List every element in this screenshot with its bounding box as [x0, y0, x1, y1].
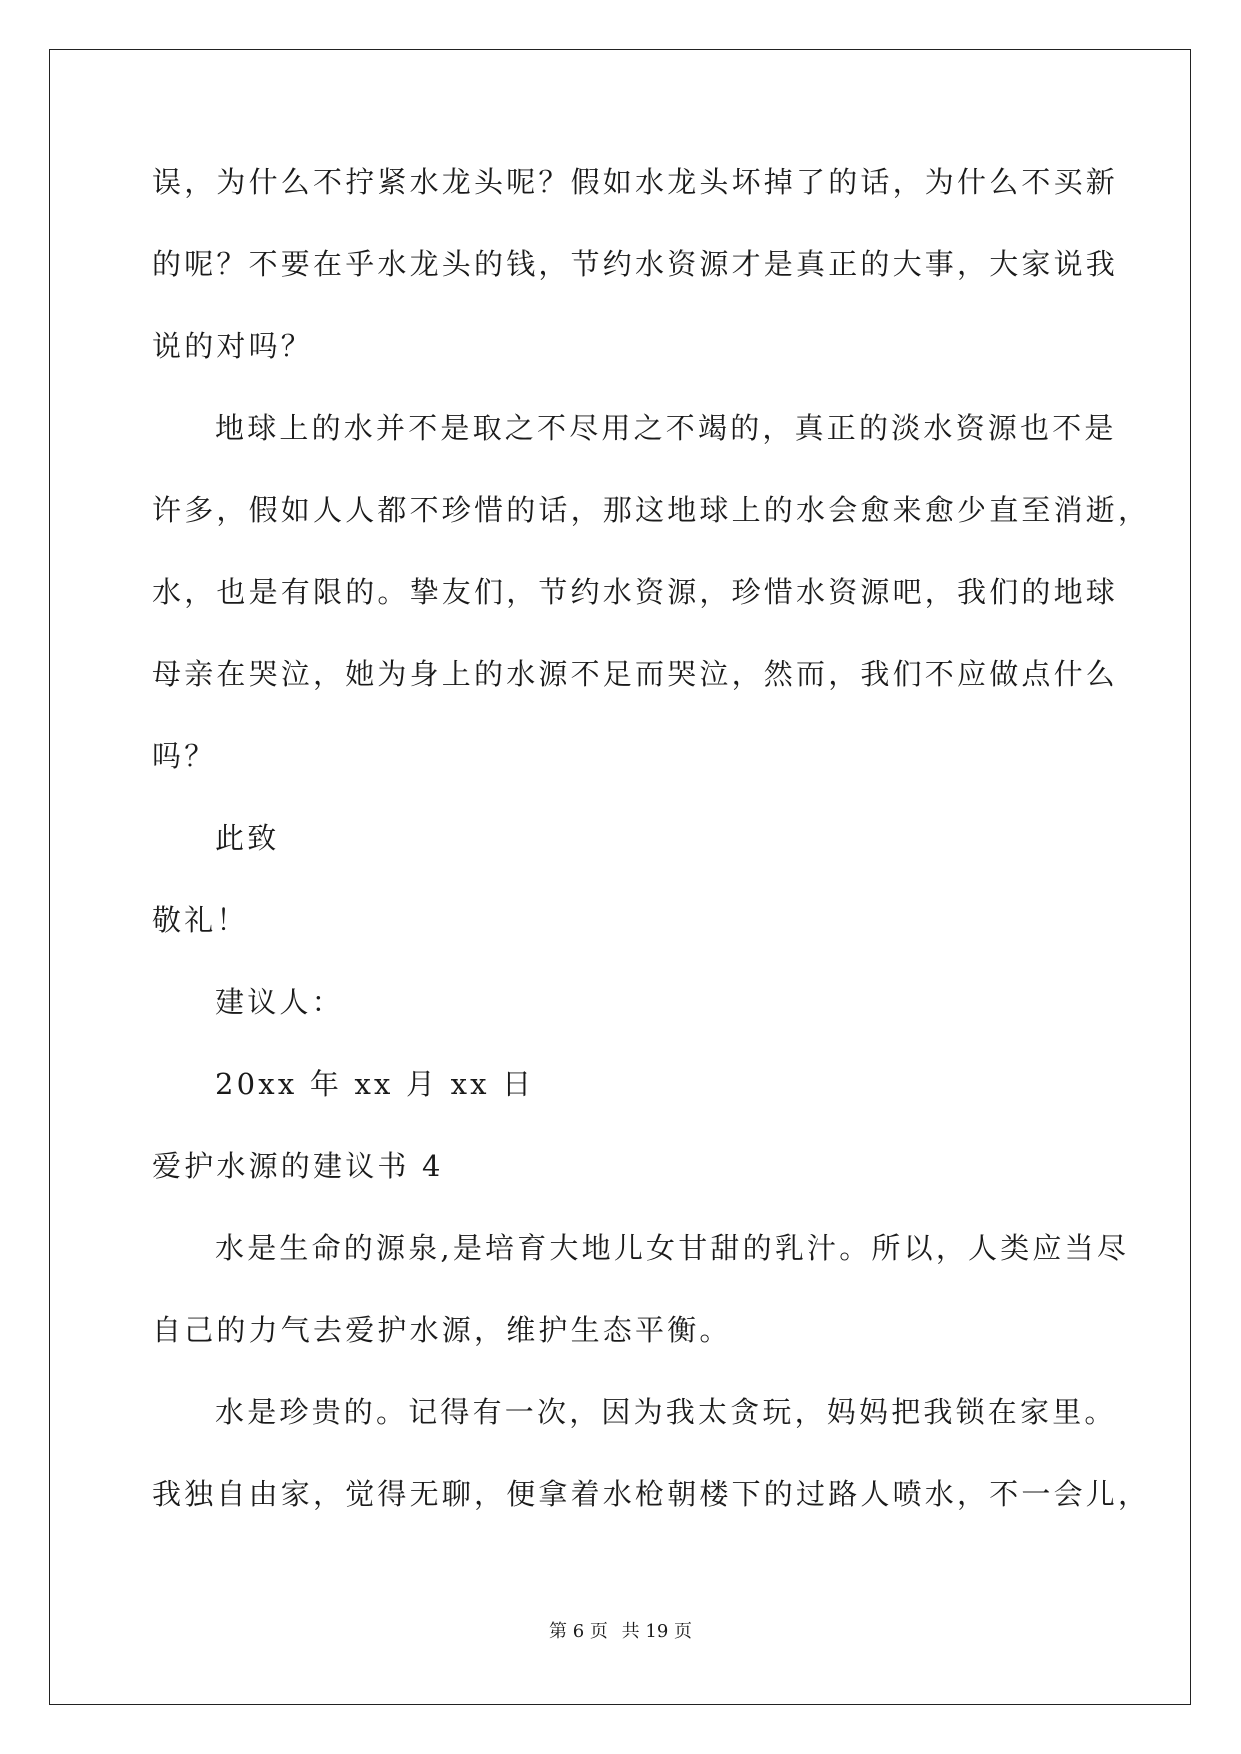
text-line: 母亲在哭泣，她为身上的水源不足而哭泣，然而，我们不应做点什么 [152, 657, 1119, 691]
section-title: 爱护水源的建议书 4 [152, 1149, 444, 1183]
text-line: 许多，假如人人都不珍惜的话，那这地球上的水会愈来愈少直至消逝， [152, 493, 1151, 527]
date-line: 20xx 年 xx 月 xx 日 [215, 1067, 535, 1101]
closing-salutation: 此致 [215, 821, 280, 855]
text-line: 的呢？不要在乎水龙头的钱，节约水资源才是真正的大事，大家说我 [152, 247, 1119, 281]
text-line: 说的对吗？ [152, 329, 314, 363]
text-line: 误，为什么不拧紧水龙头呢？假如水龙头坏掉了的话，为什么不买新 [152, 165, 1119, 199]
paragraph-start-line: 地球上的水并不是取之不尽用之不竭的，真正的淡水资源也不是 [215, 411, 1117, 445]
closing-regards: 敬礼！ [152, 903, 249, 937]
document-body [152, 161, 1151, 1555]
page-total: 共 19 页 [621, 1621, 692, 1642]
text-line: 水，也是有限的。挚友们，节约水资源，珍惜水资源吧，我们的地球 [152, 575, 1119, 609]
text-line: 我独自由家，觉得无聊，便拿着水枪朝楼下的过路人喷水，不一会儿， [152, 1477, 1151, 1511]
paragraph-start-line: 水是生命的源泉,是培育大地儿女甘甜的乳汁。所以，人类应当尽 [215, 1231, 1130, 1265]
text-line: 自己的力气去爱护水源，维护生态平衡。 [152, 1313, 732, 1347]
signature-label: 建议人： [215, 985, 344, 1019]
text-line: 吗？ [152, 739, 217, 773]
page-footer [0, 1620, 1241, 1644]
page-number: 第 6 页 [549, 1621, 608, 1642]
paragraph-start-line: 水是珍贵的。记得有一次，因为我太贪玩，妈妈把我锁在家里。 [215, 1395, 1117, 1429]
